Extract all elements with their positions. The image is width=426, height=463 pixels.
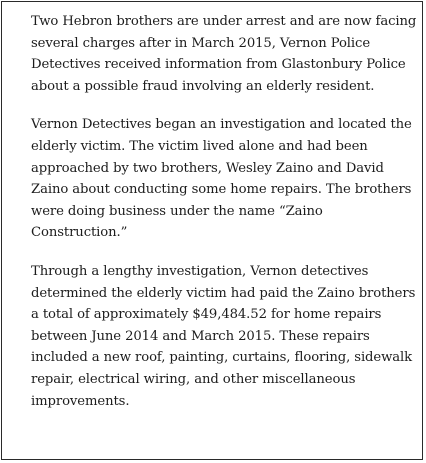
- article-paragraph-2: Vernon Detectives began an investigation and located the elderly victim. The victim lived alone and had been approached by two brothers, Wesley Zaino and David Zaino about conducting some home repairs. The brothers were doing business under the name “Zaino Construction.”: [31, 117, 412, 241]
- article-body: [31, 11, 419, 429]
- article-paragraph-3: Through a lengthy investigation, Vernon detectives determined the elderly victim had paid the Zaino brothers a total of approximately $49,484.52 for home repairs between June 2014 and March 2015. These repairs included a new roof, painting, curtains, flooring, sidewalk repair, electrical wiring, and other miscellaneous improvements.: [31, 263, 416, 409]
- article-paragraph-1: Two Hebron brothers are under arrest and are now facing several charges after in March 2015, Vernon Police Detectives received information from Glastonbury Police about a possible fraud involving an elderly resident.: [31, 14, 417, 94]
- article-frame: [1, 1, 423, 460]
